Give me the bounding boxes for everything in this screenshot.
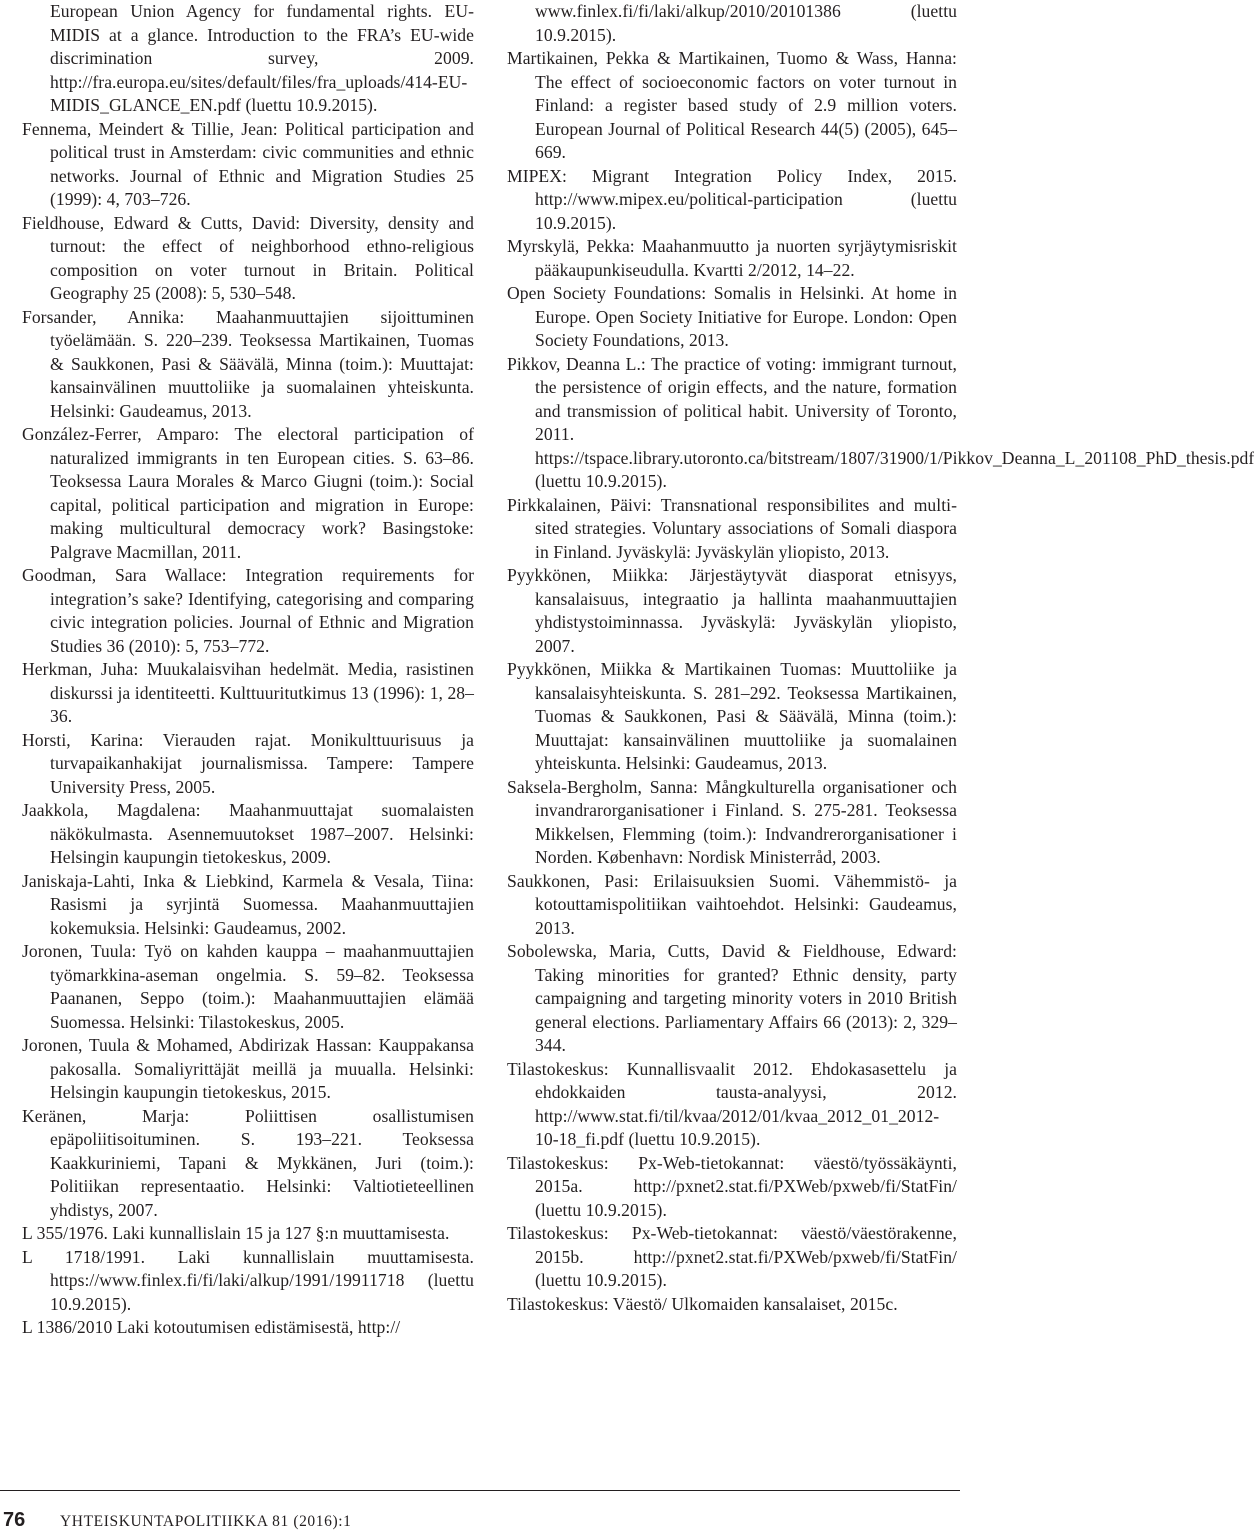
reference-entry: Pikkov, Deanna L.: The practice of voting: immigrant turnout, the persistence of origin effects, and the nature, formation and transmission of political habit. University of Toronto, 2011. https://tspace.library.utoronto.ca/bitstream/1807/31900/1/Pikkov_Deanna_L_201108_PhD_thesis.pdf (luettu 10.9.2015). [507, 353, 1254, 491]
reference-entry: Keränen, Marja: Poliittisen osallistumisen epäpoliitisoituminen. S. 193–221. Teoksessa Kaakkuriniemi, Tapani & Mykkänen, Juri (toim.): Politiikan representaatio. Helsinki: Valtiotieteellinen yhdistys, 2007. [22, 1105, 474, 1220]
reference-entry: Tilastokeskus: Väestö/ Ulkomaiden kansalaiset, 2015c. [507, 1293, 898, 1314]
reference-entry: Herkman, Juha: Muukalaisvihan hedelmät. Media, rasistinen diskurssi ja identiteetti. Kulttuuritutkimus 13 (1996): 1, 28–36. [22, 659, 474, 726]
page-number: 76 [3, 1509, 26, 1531]
reference-entry: Pyykkönen, Miikka: Järjestäytyvät diasporat etnisyys, kansalaisuus, integraatio ja hallinta maahanmuuttajien yhdistystoiminnassa. Jyväskylä: Jyväskylän yliopisto, 2007. [507, 565, 957, 656]
reference-entry: Jaakkola, Magdalena: Maahanmuuttajat suomalaisten näkökulmasta. Asennemuutokset 1987–2007. Helsinki: Helsingin kaupungin tietokeskus, 2009. [22, 800, 474, 867]
reference-entry: Fieldhouse, Edward & Cutts, David: Diversity, density and turnout: the effect of neighborhood ethno-religious composition on voter turnout in Britain. Political Geography 25 (2008): 5, 530–548. [22, 212, 474, 303]
page-footer [0, 1508, 960, 1532]
reference-entry: L 1386/2010 Laki kotoutumisen edistämisestä, http:// [22, 1317, 401, 1337]
reference-entry: Tilastokeskus: Px-Web-tietokannat: väestö/väestörakenne, 2015b. http://pxnet2.stat.fi/PXWeb/pxweb/fi/StatFin/ (luettu 10.9.2015). [507, 1223, 957, 1290]
reference-entry: Pirkkalainen, Päivi: Transnational responsibilites and multi-sited strategies. Voluntary associations of Somali diaspora in Finland. Jyväskylä: Jyväskylän yliopisto, 2013. [507, 494, 957, 562]
reference-entry: Myrskylä, Pekka: Maahanmuutto ja nuorten syrjäytymisriskit pääkaupunkiseudulla. Kvartti 2/2012, 14–22. [507, 236, 957, 280]
reference-entry: L 355/1976. Laki kunnallislain 15 ja 127 §:n muuttamisesta. [22, 1223, 450, 1243]
references-right-column [507, 0, 1254, 1316]
reference-entry: González-Ferrer, Amparo: The electoral participation of naturalized immigrants in ten European cities. S. 63–86. Teoksessa Laura Morales & Marco Giugni (toim.): Social capital, political participation and migration in Europe: making multicultural democracy work? Basingstoke: Palgrave Macmillan, 2011. [22, 424, 474, 562]
reference-entry: Janiskaja-Lahti, Inka & Liebkind, Karmela & Vesala, Tiina: Rasismi ja syrjintä Suomessa. Maahanmuuttajien kokemuksia. Helsinki: Gaudeamus, 2002. [22, 870, 474, 938]
references-left-column [22, 0, 474, 1340]
reference-entry: Martikainen, Pekka & Martikainen, Tuomo & Wass, Hanna: The effect of socioeconomic factors on voter turnout in Finland: a register based study of 2.9 million voters. European Journal of Political Research 44(5) (2005), 645–669. [507, 48, 957, 162]
footer-rule [0, 1490, 960, 1491]
reference-entry: Pyykkönen, Miikka & Martikainen Tuomas: Muuttoliike ja kansalaisyhteiskunta. S. 281–292. Teoksessa Martikainen, Tuomas & Saukkonen, Pasi & Säävälä, Minna (toim.): Muuttajat: kansainvälinen muuttoliike ja suomalainen yhteiskunta. Helsinki: Gaudeamus, 2013. [507, 659, 957, 773]
reference-entry: Joronen, Tuula: Työ on kahden kauppa – maahanmuuttajien työmarkkina-aseman ongelmia. S. 59–82. Teoksessa Paananen, Seppo (toim.): Maahanmuuttajien elämää Suomessa. Helsinki: Tilastokeskus, 2005. [22, 941, 474, 1032]
reference-entry: Open Society Foundations: Somalis in Helsinki. At home in Europe. Open Society Initiative for Europe. London: Open Society Foundations, 2013. [507, 283, 957, 350]
reference-entry: Saksela-Bergholm, Sanna: Mångkulturella organisationer och invandrarorganisationer i Finland. S. 275-281. Teoksessa Mikkelsen, Flemming (toim.): Indvandrerorganisationer i Norden. København: Nordisk Ministerråd, 2003. [507, 776, 957, 867]
reference-entry: Saukkonen, Pasi: Erilaisuuksien Suomi. Vähemmistö- ja kotouttamispolitiikan vaihtoehdot. Helsinki: Gaudeamus, 2013. [507, 870, 957, 938]
reference-entry: Tilastokeskus: Px-Web-tietokannat: väestö/työssäkäynti, 2015a. http://pxnet2.stat.fi/PXWeb/pxweb/fi/StatFin/ (luettu 10.9.2015). [507, 1152, 957, 1220]
reference-entry: MIPEX: Migrant Integration Policy Index, 2015. http://www.mipex.eu/political-participation (luettu 10.9.2015). [507, 165, 957, 233]
reference-continuation: European Union Agency for fundamental rights. EU-MIDIS at a glance. Introduction to the FRA’s EU-wide discrimination survey, 2009. http://fra.europa.eu/sites/default/files/fra_uploads/414-EU-MIDIS_GLANCE_EN.pdf (luettu 10.9.2015). [50, 1, 474, 115]
reference-entry: Sobolewska, Maria, Cutts, David & Fieldhouse, Edward: Taking minorities for granted? Ethnic density, party campaigning and targeting minority voters in 2010 British general elections. Parliamentary Affairs 66 (2013): 2, 329–344. [507, 941, 957, 1055]
reference-entry: Forsander, Annika: Maahanmuuttajien sijoittuminen työelämään. S. 220–239. Teoksessa Martikainen, Tuomas & Saukkonen, Pasi & Säävälä, Minna (toim.): Muuttajat: kansainvälinen muuttoliike ja suomalainen yhteiskunta. Helsinki: Gaudeamus, 2013. [22, 306, 474, 421]
reference-entry: L 1718/1991. Laki kunnallislain muuttamisesta. https://www.finlex.fi/fi/laki/alkup/1991/19911718 (luettu 10.9.2015). [22, 1246, 474, 1314]
reference-entry: Fennema, Meindert & Tillie, Jean: Political participation and political trust in Amsterdam: civic communities and ethnic networks. Journal of Ethnic and Migration Studies 25 (1999): 4, 703–726. [22, 118, 474, 209]
reference-entry: Horsti, Karina: Vierauden rajat. Monikulttuurisuus ja turvapaikanhakijat journalismissa. Tampere: Tampere University Press, 2005. [22, 729, 474, 797]
journal-title: YHTEISKUNTAPOLITIIKKA 81 (2016):1 [60, 1513, 352, 1530]
reference-entry: Goodman, Sara Wallace: Integration requirements for integration’s sake? Identifying, categorising and comparing civic integration policies. Journal of Ethnic and Migration Studies 36 (2010): 5, 753–772. [22, 565, 474, 656]
reference-entry: Joronen, Tuula & Mohamed, Abdirizak Hassan: Kauppakansa pakosalla. Somaliyrittäjät meillä ja muualla. Helsinki: Helsingin kaupungin tietokeskus, 2015. [22, 1035, 474, 1102]
reference-continuation: www.finlex.fi/fi/laki/alkup/2010/20101386 (luettu 10.9.2015). [535, 1, 957, 45]
reference-entry: Tilastokeskus: Kunnallisvaalit 2012. Ehdokasasettelu ja ehdokkaiden tausta-analyysi, 2012. http://www.stat.fi/til/kvaa/2012/01/kvaa_2012_01_2012-10-18_fi.pdf (luettu 10.9.2015). [507, 1058, 957, 1149]
